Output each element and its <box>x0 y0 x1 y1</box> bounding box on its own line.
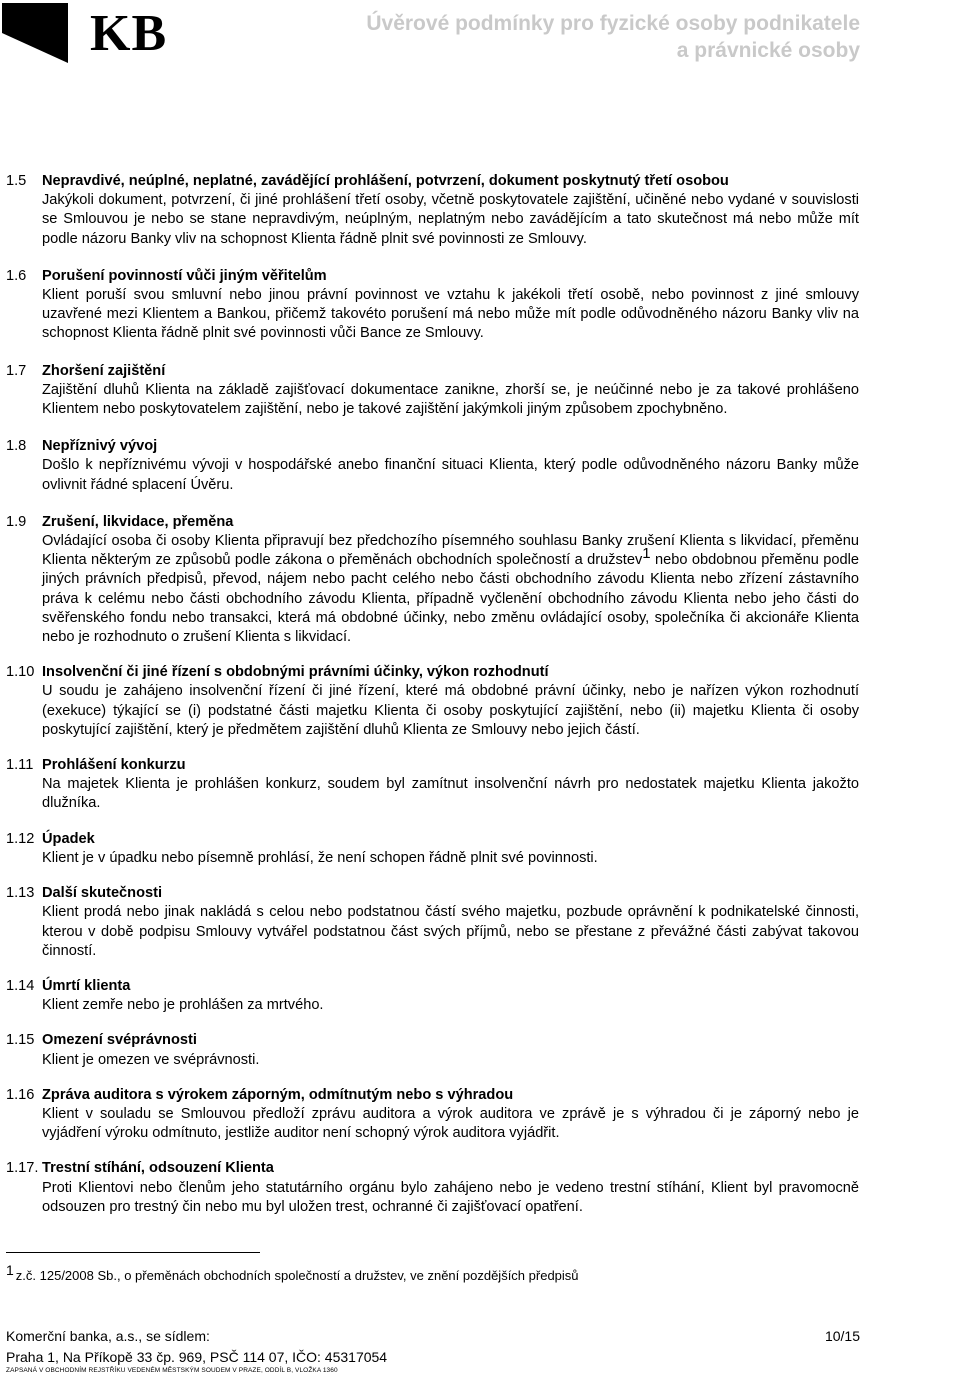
section-text-part1: Ovládající osoba či osoby Klienta připravují bez předchozího písemného souhlasu Banky zrušení Klienta s likvidací, přeměnu Klienta některým ze způsobů podle zákona o přeměnách obchodních společností a družstev <box>42 533 859 569</box>
section-text: Klient je v úpadku nebo písemně prohlásí, že není schopen řádně plnit své povinnosti. <box>42 849 598 866</box>
section-title: Insolvenční či jiné řízení s obdobnými právními účinky, výkon rozhodnutí <box>42 664 549 681</box>
section-title: Zrušení, likvidace, přeměna <box>42 513 234 530</box>
section-number: 1.10 <box>6 664 35 681</box>
footnote-mark: 1 <box>6 1262 14 1278</box>
section-text: Klient je omezen ve svéprávnosti. <box>42 1051 260 1068</box>
section-title: Porušení povinností vůči jiným věřitelům <box>42 267 327 284</box>
section-text: Proti Klientovi nebo členům jeho statutárního orgánu bylo zahájeno nebo je vedeno trestní stíhání, Klient byl pravomocně odsouzen pro trestný čin nebo mu byl uložen trest, ochranné či zajišťovací opatření. <box>42 1179 859 1215</box>
section-1-6 <box>6 267 859 344</box>
footnote <box>6 1262 579 1283</box>
section-text <box>42 532 859 647</box>
section-title: Úpadek <box>42 830 95 847</box>
section-title: Nepravdivé, neúplné, neplatné, zavádějící prohlášení, potvrzení, dokument poskytnutý třetí osobou <box>42 173 729 189</box>
footer-address: Praha 1, Na Příkopě 33 čp. 969, PSČ 114 07, IČO: 45317054 <box>6 1349 388 1365</box>
document-content <box>6 172 859 1217</box>
section-text: Zajištění dluhů Klienta na základě zajišťovací dokumentace zanikne, zhorší se, je neúčinné nebo je za takové prohlášeno Klientem nebo poskytovatelem zajištění, nebo je takové zajištění jakýmkoli jiným způsobem zpochybněno. <box>42 381 859 418</box>
section-number: 1.11 <box>6 757 34 774</box>
section-text: Jakýkoli dokument, potvrzení, či jiné prohlášení třetí osoby, včetně poskytovatele zajištění, učiněné nebo vydané v souvislosti se Smlouvou je nebo se stane nepravdivým, neúplným, neplatným nebo zavádějícím a tato skutečnost má nebo může mít podle názoru Banky vliv na schopnost Klienta řádně plnit své povinnosti ze Smlouvy. <box>42 192 859 247</box>
section-1-11 <box>6 756 859 814</box>
kb-logo-text: KB <box>90 5 168 62</box>
section-1-14 <box>6 977 859 1015</box>
document-title-line2: a právnické osoby <box>676 39 860 62</box>
section-1-13 <box>6 884 859 961</box>
section-title: Další skutečnosti <box>42 885 163 902</box>
section-1-15 <box>6 1031 859 1069</box>
section-number: 1.9 <box>6 513 27 530</box>
page-number: 10/15 <box>824 1328 860 1344</box>
section-title: Zpráva auditora s výrokem záporným, odmítnutým nebo s výhradou <box>42 1086 514 1103</box>
document-title-line1: Úvěrové podmínky pro fyzické osoby podnikatele <box>366 12 860 35</box>
section-text: U soudu je zahájeno insolvenční řízení či jiné řízení, které má obdobné právní účinky, nebo je nařízen výkon rozhodnutí (exekuce) týkající se (i) podstatné části majetku Klienta či osoby poskytující zajištění, nebo (ii) majetku Klienta či osoby poskytující zajištění, který je předmětem zajištění dluhů Klienta ze Smlouvy nebo jejich částí. <box>42 683 859 738</box>
section-text-part2: nebo obdobnou přeměnu podle jiných právních předpisů, převod, nájem nebo pacht celého nebo části obchodního závodu Klienta nebo zřízení zástavního práva k celému nebo části obchodního závodu Klienta, případně vyčlenění obchodního závodu Klienta nebo jeho části do svěřenského fondu nebo transakci, která má obdobné účinky, nebo změnu ovládající osoby, společníka či akcionáře Klienta nebo je rozhodnuto o zrušení Klienta s likvidací. <box>42 552 859 646</box>
section-1-5 <box>6 172 859 249</box>
footer-company: Komerční banka, a.s., se sídlem: <box>6 1328 210 1344</box>
footnote-separator <box>6 1252 260 1253</box>
section-number: 1.14 <box>6 977 35 994</box>
section-1-9 <box>6 513 859 647</box>
section-title: Omezení svéprávnosti <box>42 1032 197 1049</box>
section-1-7 <box>6 362 859 420</box>
section-title: Trestní stíhání, odsouzení Klienta <box>42 1160 274 1177</box>
section-text: Klient zemře nebo je prohlášen za mrtvého. <box>42 997 324 1014</box>
section-text: Došlo k nepříznivému vývoji v hospodářské anebo finanční situaci Klienta, který podle odůvodněného názoru Banky může ovlivnit řádné splacení Úvěru. <box>42 457 859 493</box>
section-text: Klient v souladu se Smlouvou předloží zprávu auditora a výrok auditora ve zprávě je s výhradou či je záporný nebo je vyjádření výroku odmítnuto, jestliže auditor není schopný výrok auditora vyjádřit. <box>42 1105 859 1142</box>
section-number: 1.5 <box>6 173 27 189</box>
section-number: 1.16 <box>6 1086 35 1103</box>
section-number: 1.8 <box>6 438 27 455</box>
footer-register: ZAPSANÁ V OBCHODNÍM REJSTŘÍKU VEDENÉM MĚSTSKÝM SOUDEM V PRAZE, ODDÍL B, VLOŽKA 1360 <box>6 1367 338 1374</box>
section-number: 1.6 <box>6 267 27 284</box>
document-title <box>300 10 860 64</box>
kb-logo-mark <box>2 3 68 63</box>
section-title: Úmrtí klienta <box>42 977 131 994</box>
section-1-17 <box>6 1159 859 1217</box>
section-1-8 <box>6 437 859 495</box>
section-text: Klient poruší svou smluvní nebo jinou právní povinnost ve vztahu k jakékoli třetí osobě, nebo povinnost z jiné smlouvy uzavřené mezi Klientem a Bankou, přičemž takovéto porušení má nebo může mít podle odůvodněného názoru Banky vliv na schopnost Klienta řádně plnit své povinnosti vůči Bance ze Smlouvy. <box>42 287 859 342</box>
section-number: 1.13 <box>6 885 35 902</box>
footnote-text: z.č. 125/2008 Sb., o přeměnách obchodních společností a družstev, ve znění pozdějších předpisů <box>15 1268 579 1283</box>
section-1-12 <box>6 830 859 868</box>
footnote-reference: 1 <box>642 545 651 563</box>
section-text: Na majetek Klienta je prohlášen konkurz, soudem byl zamítnut insolvenční návrh pro nedostatek majetku Klienta jakožto dlužníka. <box>42 776 859 812</box>
section-number: 1.7 <box>6 362 27 379</box>
section-title: Prohlášení konkurzu <box>42 757 186 774</box>
section-number: 1.17. <box>6 1160 39 1177</box>
section-title: Zhoršení zajištění <box>42 362 166 379</box>
section-text: Klient prodá nebo jinak nakládá s celou nebo podstatnou částí svého majetku, pozbude oprávnění k podnikatelské činnosti, kterou v době podpisu Smlouvy vytvářel podstatnou část svých příjmů, nebo se přestane z převážné části zabývat takovou činností. <box>42 904 859 959</box>
section-number: 1.12 <box>6 830 35 847</box>
section-title: Nepříznivý vývoj <box>42 438 158 455</box>
section-1-16 <box>6 1086 859 1144</box>
section-number: 1.15 <box>6 1032 35 1049</box>
section-1-10 <box>6 663 859 740</box>
